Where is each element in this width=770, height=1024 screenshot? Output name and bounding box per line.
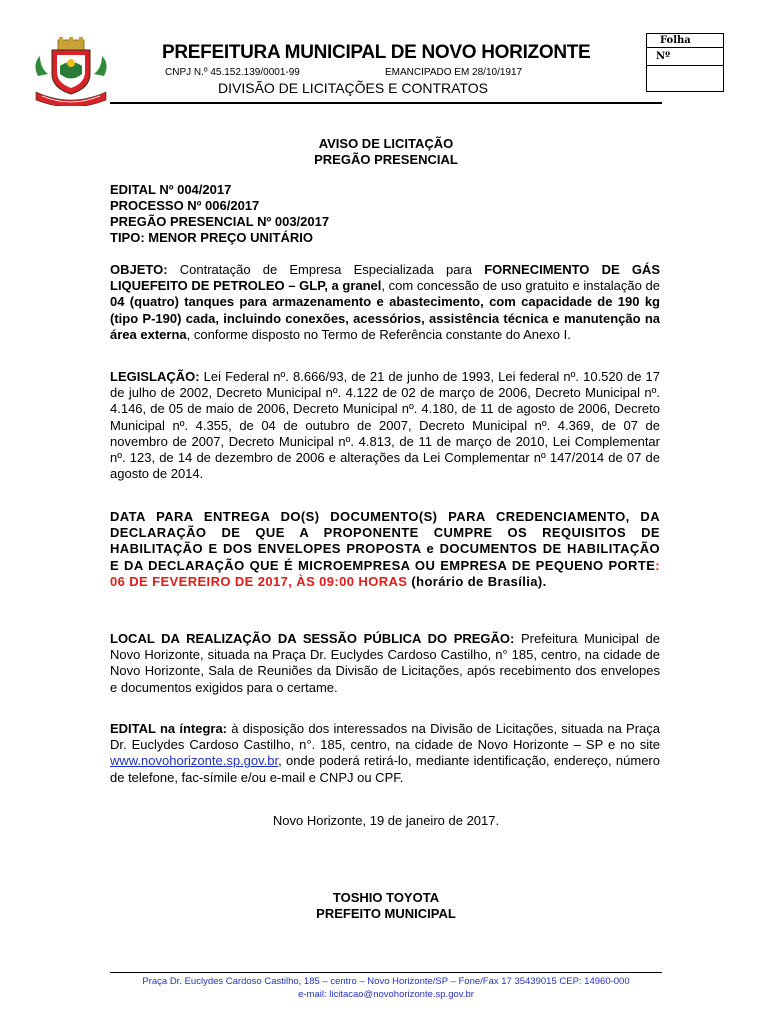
folha-label: Folha xyxy=(660,35,691,46)
edital-integra-paragraph: EDITAL na íntegra: à disposição dos interessados na Divisão de Licitações, situada na Praça Dr. Euclydes Cardoso Castilho, n°. 185, centro, na cidade de Novo Horizonte – SP e no site www.novohorizonte.sp.gov.br, onde poderá retirá-lo, mediante identificação, endereço, número de telefone, fac-símile e/ou e-mail e CNPJ ou CPF. xyxy=(110,721,660,785)
footer-email: e-mail: licitacao@novohorizonte.sp.gov.br xyxy=(298,989,474,1000)
local-label: LOCAL DA REALIZAÇÃO DA SESSÃO PÚBLICA DO PREGÃO: xyxy=(110,631,515,646)
website-link[interactable]: www.novohorizonte.sp.gov.br xyxy=(110,753,279,769)
processo-number: PROCESSO Nº 006/2017 xyxy=(110,198,260,213)
edital-integra-label: EDITAL na íntegra: xyxy=(110,721,228,736)
header-cnpj: CNPJ N.º 45.152.139/0001-99 xyxy=(165,67,300,78)
edital-number: EDITAL Nº 004/2017 xyxy=(110,182,232,197)
tipo-line: TIPO: MENOR PREÇO UNITÁRIO xyxy=(110,230,313,245)
local-paragraph: LOCAL DA REALIZAÇÃO DA SESSÃO PÚBLICA DO PREGÃO: Prefeitura Municipal de Novo Horizonte, situada na Praça Dr. Euclydes Cardoso Castilho, n° 185, centro, na cidade de Novo Horizonte, Sala de Reuniões da Divisão de Licitações, após recebimento dos envelopes e documentos exigidos para o certame. xyxy=(110,631,660,695)
header-division: DIVISÃO DE LICITAÇÕES E CONTRATOS xyxy=(218,80,488,96)
folha-stamp-box xyxy=(646,33,724,92)
legislacao-label: LEGISLAÇÃO: xyxy=(110,369,200,384)
notice-title: AVISO DE LICITAÇÃO xyxy=(318,136,454,151)
header-title: PREFEITURA MUNICIPAL DE NOVO HORIZONTE xyxy=(162,42,591,63)
date-line: Novo Horizonte, 19 de janeiro de 2017. xyxy=(272,813,500,828)
footer-address: Praça Dr. Euclydes Cardoso Castilho, 185 – centro – Novo Horizonte/SP – Fone/Fax 17 35439015 CEP: 14960-000 xyxy=(142,976,630,987)
footer-rule xyxy=(110,972,662,973)
signatory-name: TOSHIO TOYOTA xyxy=(332,890,440,905)
pregao-number: PREGÃO PRESENCIAL Nº 003/2017 xyxy=(110,214,330,229)
objeto-paragraph: OBJETO: Contratação de Empresa Especializada para FORNECIMENTO DE GÁS LIQUEFEITO DE PETROLEO – GLP, a granel, com concessão de uso gratuito e instalação de 04 (quatro) tanques para armazenamento e abastecimento, com capacidade de 190 kg (tipo P-190) cada, incluindo conexões, acessórios, assistência técnica e manutenção na área externa, conforme disposto no Termo de Referência constante do Anexo I. xyxy=(110,262,660,342)
signatory-role: PREFEITO MUNICIPAL xyxy=(316,906,456,921)
deadline-date: : 06 DE FEVEREIRO DE 2017, ÀS 09:00 HORAS xyxy=(110,557,660,589)
objeto-label: OBJETO: xyxy=(110,262,168,277)
data-entrega-paragraph: DATA PARA ENTREGA DO(S) DOCUMENTO(S) PARA CREDENCIAMENTO, DA DECLARAÇÃO DE QUE A PROPONENTE CUMPRE OS REQUISITOS DE HABILITAÇÃO E DOS ENVELOPES PROPOSTA e DOCUMENTOS DE HABILITAÇÃO E DA DECLARAÇÃO QUE É MICROEMPRESA OU EMPRESA DE PEQUENO PORTE: 06 DE FEVEREIRO DE 2017, ÀS 09:00 HORAS (horário de Brasília). xyxy=(110,509,660,589)
folha-number-label: Nº xyxy=(656,51,671,62)
notice-subtitle: PREGÃO PRESENCIAL xyxy=(314,152,458,167)
legislacao-paragraph: LEGISLAÇÃO: Lei Federal nº. 8.666/93, de 21 de junho de 1993, Lei federal nº. 10.520 de 17 de julho de 2002, Decreto Municipal nº. 4.122 de 02 de março de 2006, Decreto Municipal nº. 4.146, de 05 de maio de 2006, Decreto Municipal nº. 4.180, de 11 de agosto de 2006, Decreto Municipal nº. 4.355, de 04 de outubro de 2007, Decreto Municipal nº. 4.369, de 07 de novembro de 2007, Decreto Municipal nº. 4.813, de 11 de março de 2010, Lei Complementar nº. 123, de 14 de dezembro de 2006 e alterações da Lei Complementar nº 147/2014 de 07 de agosto de 2014. xyxy=(110,369,660,482)
municipal-crest-logo xyxy=(30,36,112,106)
header-rule xyxy=(110,102,662,104)
header-emancipado: EMANCIPADO EM 28/10/1917 xyxy=(385,67,523,78)
